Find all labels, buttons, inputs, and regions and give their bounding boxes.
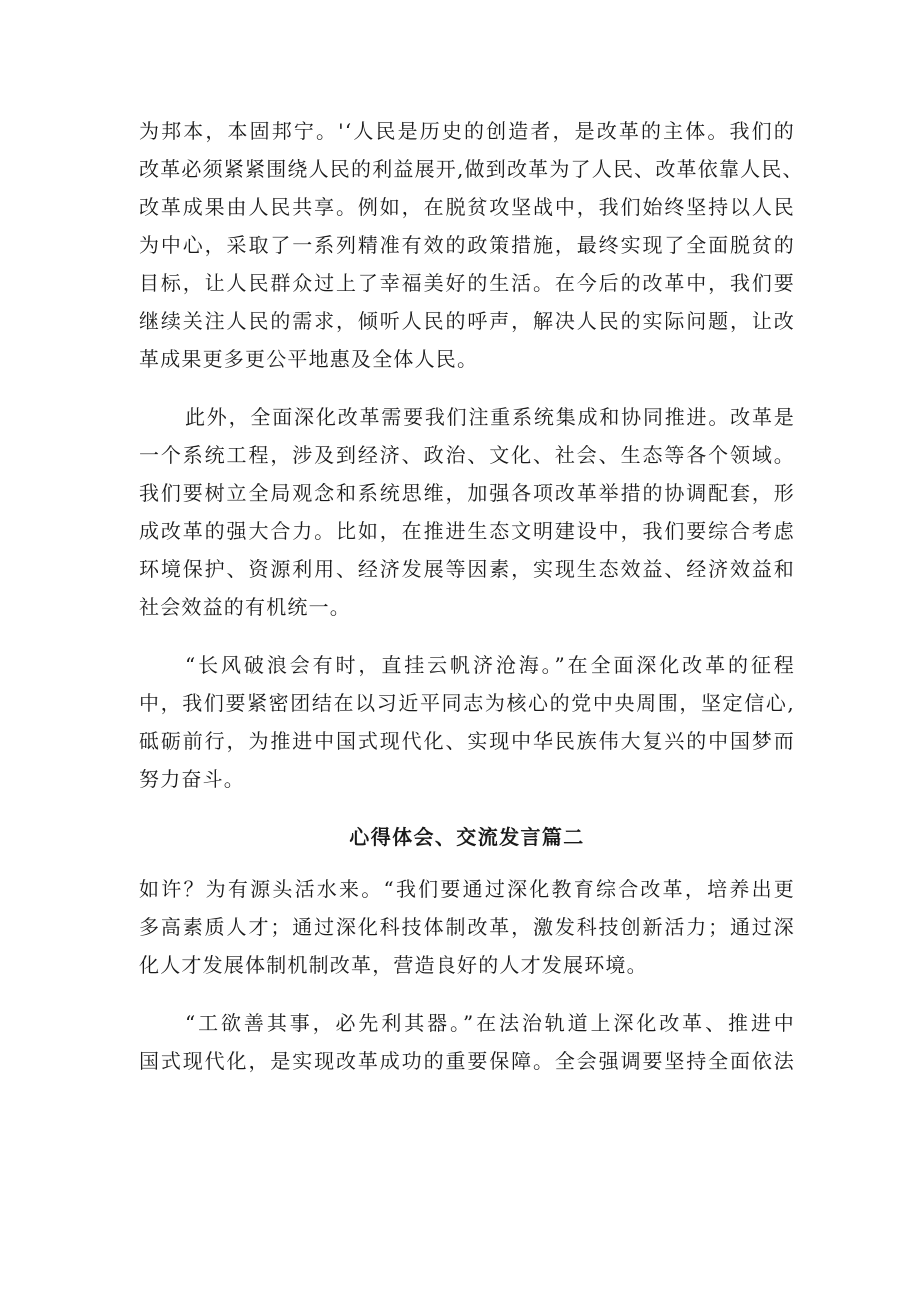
text-line: 砥砺前行，为推进中国式现代化、实现中华民族伟大复兴的中国梦而 xyxy=(139,729,795,753)
text-line: 如许？为有源头活水来。“我们要通过深化教育综合改革，培养出更 xyxy=(139,877,795,901)
text-line: 改革必须紧紧围绕人民的利益展开,做到改革为了人民、改革依靠人民、 xyxy=(139,157,804,181)
paragraph-people-centered xyxy=(139,112,804,378)
paragraph-talent-reform xyxy=(139,870,795,984)
text-line: “工欲善其事，必先利其器。”在法治轨道上深化改革、推进中 xyxy=(185,1011,795,1035)
text-line: 此外，全面深化改革需要我们注重系统集成和协同推进。改革是 xyxy=(185,405,795,429)
text-line: 化人才发展体制机制改革，营造良好的人才发展环境。 xyxy=(139,953,648,977)
text-line: 国式现代化，是实现改革成功的重要保障。全会强调要坚持全面依法 xyxy=(139,1049,795,1073)
text-line: 成改革的强大合力。比如，在推进生态文明建设中，我们要综合考虑 xyxy=(139,519,795,543)
section-heading: 心得体会、交流发言篇二 xyxy=(349,825,585,849)
text-line: “长风破浪会有时，直挂云帆济沧海。”在全面深化改革的征程 xyxy=(185,653,795,677)
text-line: 为邦本，本固邦宁。'‘人民是历史的创造者，是改革的主体。我们的 xyxy=(139,119,795,143)
text-line: 一个系统工程，涉及到经济、政治、文化、社会、生态等各个领域。 xyxy=(139,443,795,467)
text-line: 为中心，采取了一系列精准有效的政策措施，最终实现了全面脱贫的 xyxy=(139,233,795,257)
document-body xyxy=(139,112,804,1080)
paragraph-closing-quote xyxy=(139,646,795,798)
text-line: 目标，让人民群众过上了幸福美好的生活。在今后的改革中，我们要 xyxy=(139,271,795,295)
text-line: 环境保护、资源利用、经济发展等因素，实现生态效益、经济效益和 xyxy=(139,557,795,581)
text-line: 多高素质人才；通过深化科技体制改革，激发科技创新活力；通过深 xyxy=(139,915,795,939)
text-line: 我们要树立全局观念和系统思维，加强各项改革举措的协调配套，形 xyxy=(139,481,795,505)
text-line: 改革成果由人民共享。例如，在脱贫攻坚战中，我们始终坚持以人民 xyxy=(139,195,795,219)
text-line: 努力奋斗。 xyxy=(139,767,245,791)
paragraph-rule-of-law xyxy=(139,1004,795,1080)
text-line: 中，我们要紧密团结在以习近平同志为核心的党中央周围，坚定信心, xyxy=(139,691,795,715)
text-line: 社会效益的有机统一。 xyxy=(139,595,351,619)
text-line: 革成果更多更公平地惠及全体人民。 xyxy=(139,347,479,371)
text-line: 继续关注人民的需求，倾听人民的呼声，解决人民的实际问题，让改 xyxy=(139,309,795,333)
paragraph-system-integration xyxy=(139,398,795,626)
